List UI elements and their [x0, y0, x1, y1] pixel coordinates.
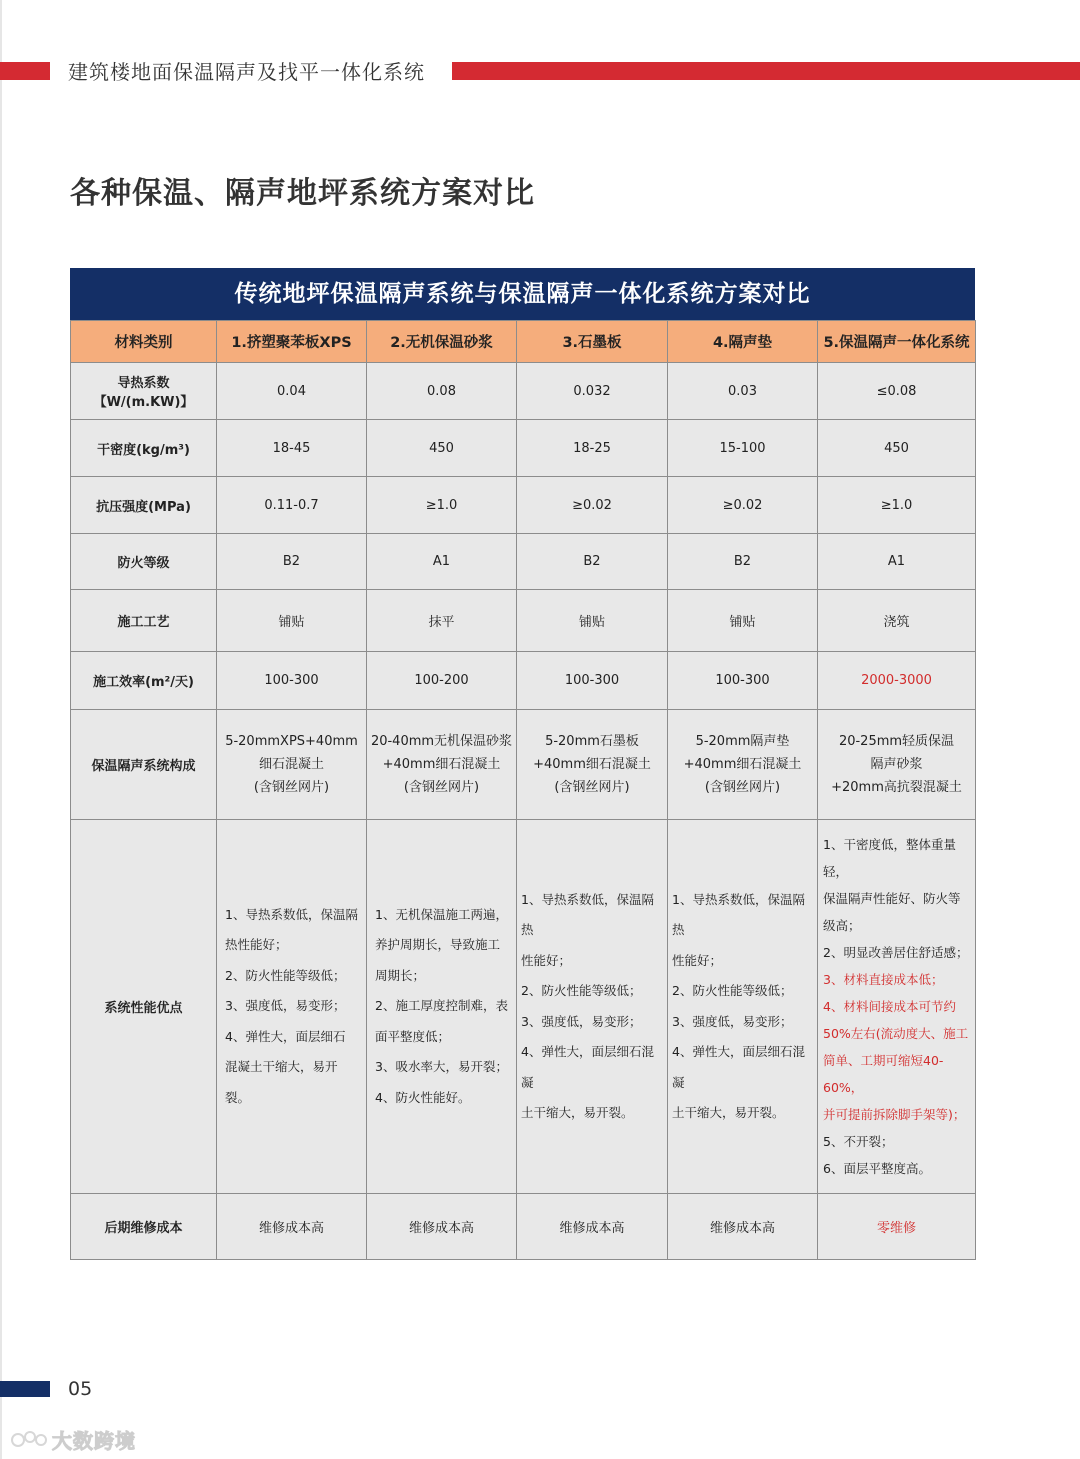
- composition-line: +40mm细石混凝土: [683, 757, 802, 772]
- watermark-text: 大数跨境: [52, 1428, 136, 1453]
- table-cell: 15-100: [668, 420, 818, 477]
- table-cell: 抹平: [367, 590, 517, 652]
- advantage-line: 4、弹性大，面层细石混凝: [521, 1044, 654, 1090]
- composition-line: (含钢丝网片): [253, 780, 330, 795]
- table-cell: B2: [217, 534, 367, 590]
- composition-cell: [517, 710, 668, 820]
- advantages-cell: [517, 820, 668, 1194]
- left-edge-rule: [0, 0, 2, 1459]
- composition-line: 5-20mm隔声垫: [695, 734, 790, 749]
- table-row-performance-advantages: [71, 820, 976, 1194]
- advantage-line: 2、施工厚度控制难，表: [375, 998, 508, 1014]
- advantage-line: 2、防火性能等级低；: [225, 967, 346, 983]
- composition-line: 细石混凝土: [258, 757, 324, 772]
- advantage-line: 2、防火性能等级低；: [672, 983, 793, 998]
- header-cell-inorganic-mortar: 2.无机保温砂浆: [367, 321, 517, 363]
- table-cell: ≥1.0: [367, 477, 517, 534]
- header-cell-integrated-system: 5.保温隔声一体化系统: [818, 321, 976, 363]
- table-cell: 100-300: [217, 652, 367, 710]
- table-header-row: [71, 321, 976, 363]
- table-cell: 维修成本高: [517, 1194, 668, 1260]
- page-number: 05: [68, 1378, 93, 1400]
- table-cell: ≥0.02: [517, 477, 668, 534]
- advantage-line: 周期长；: [375, 967, 426, 983]
- page-title: 各种保温、隔声地坪系统方案对比: [70, 176, 535, 211]
- row-label: 防火等级: [71, 534, 217, 590]
- row-label: 后期维修成本: [71, 1194, 217, 1260]
- table-cell: 450: [367, 420, 517, 477]
- row-label: 抗压强度(MPa): [71, 477, 217, 534]
- advantage-line: 热性能好；: [225, 937, 288, 953]
- row-label: 保温隔声系统构成: [71, 710, 217, 820]
- footer-accent-bar: [0, 1381, 50, 1397]
- advantage-line-highlight: 3、材料直接成本低；: [823, 972, 944, 987]
- table-cell: 维修成本高: [217, 1194, 367, 1260]
- advantage-line: 土干缩大，易开裂。: [672, 1105, 785, 1120]
- row-label: 导热系数【W/(m.KW)】: [71, 363, 217, 420]
- table-cell: ≥0.02: [668, 477, 818, 534]
- table-cell-highlight: 2000-3000: [818, 652, 976, 710]
- composition-line: +40mm细石混凝土: [382, 757, 501, 772]
- advantage-line: 面平整度低；: [375, 1028, 451, 1044]
- advantages-cell: [367, 820, 517, 1194]
- composition-line: 20-25mm轻质保温: [838, 734, 955, 749]
- row-label: 施工效率(m²/天): [71, 652, 217, 710]
- table-cell: A1: [367, 534, 517, 590]
- table-cell: 100-200: [367, 652, 517, 710]
- table-cell: 铺贴: [517, 590, 668, 652]
- advantage-line: 2、明显改善居住舒适感；: [823, 945, 969, 960]
- table-row-maintenance-cost: [71, 1194, 976, 1260]
- table-cell: 铺贴: [668, 590, 818, 652]
- composition-line: 20-40mm无机保温砂浆: [370, 734, 513, 749]
- advantages-cell: [668, 820, 818, 1194]
- advantage-line: 6、面层平整度高。: [823, 1161, 931, 1176]
- advantage-line: 1、导热系数低，保温隔: [225, 906, 358, 922]
- advantage-line: 保温隔声性能好、防火等: [823, 891, 961, 906]
- advantage-line: 1、干密度低，整体重量轻，: [823, 837, 956, 879]
- table-cell: 100-300: [517, 652, 668, 710]
- row-label: 干密度(kg/m³): [71, 420, 217, 477]
- advantage-line: 1、导热系数低，保温隔热: [521, 891, 654, 937]
- table-row-thermal-conductivity: [71, 363, 976, 420]
- row-label: 系统性能优点: [71, 820, 217, 1194]
- advantages-cell: [217, 820, 367, 1194]
- comparison-table: [70, 320, 976, 1260]
- table-row-dry-density: [71, 420, 976, 477]
- advantage-line: 混凝土干缩大，易开裂。: [225, 1059, 338, 1105]
- table-caption: 传统地坪保温隔声系统与保温隔声一体化系统方案对比: [70, 268, 975, 320]
- table-cell: 450: [818, 420, 976, 477]
- table-cell: 维修成本高: [668, 1194, 818, 1260]
- advantage-line: 4、防火性能好。: [375, 1089, 471, 1105]
- advantage-line: 土干缩大，易开裂。: [521, 1105, 634, 1120]
- advantage-line: 级高；: [823, 918, 861, 933]
- table-cell: 铺贴: [217, 590, 367, 652]
- advantage-line-highlight: 50%左右(流动度大、施工: [823, 1026, 969, 1041]
- watermark-logo-icon: [10, 1428, 48, 1450]
- table-cell: 100-300: [668, 652, 818, 710]
- advantage-line: 4、弹性大，面层细石: [225, 1028, 346, 1044]
- watermark: [10, 1424, 136, 1454]
- composition-line: (含钢丝网片): [704, 780, 781, 795]
- advantage-line-highlight: 4、材料间接成本可节约: [823, 999, 956, 1014]
- header-cell-xps: 1.挤塑聚苯板XPS: [217, 321, 367, 363]
- table-row-fire-rating: [71, 534, 976, 590]
- table-cell: 0.08: [367, 363, 517, 420]
- header-cell-category: 材料类别: [71, 321, 217, 363]
- advantage-line-highlight: 简单、工期可缩短40-60%，: [823, 1053, 944, 1095]
- composition-cell: [668, 710, 818, 820]
- header-accent-bar-right: [452, 62, 1080, 80]
- table-cell: 0.03: [668, 363, 818, 420]
- advantage-line: 养护周期长，导致施工: [375, 937, 501, 953]
- composition-line: 5-20mmXPS+40mm: [225, 734, 358, 749]
- advantage-line: 性能好；: [672, 952, 723, 968]
- header-cell-graphite-board: 3.石墨板: [517, 321, 668, 363]
- row-label: 施工工艺: [71, 590, 217, 652]
- table-cell: B2: [668, 534, 818, 590]
- table-cell: A1: [818, 534, 976, 590]
- composition-line: (含钢丝网片): [403, 780, 480, 795]
- composition-line: 5-20mm石墨板: [545, 734, 639, 749]
- table-row-construction-process: [71, 590, 976, 652]
- advantage-line: 5、不开裂；: [823, 1134, 894, 1149]
- table-cell: ≥1.0: [818, 477, 976, 534]
- comparison-table-container: [70, 268, 975, 1260]
- table-cell: 0.11-0.7: [217, 477, 367, 534]
- advantage-line: 3、强度低，易变形；: [225, 998, 346, 1014]
- advantage-line: 1、导热系数低，保温隔热: [672, 891, 805, 937]
- advantages-cell-integrated: [818, 820, 976, 1194]
- composition-line: +40mm细石混凝土: [533, 757, 651, 772]
- table-cell: B2: [517, 534, 668, 590]
- table-cell: 18-25: [517, 420, 668, 477]
- table-cell: 0.032: [517, 363, 668, 420]
- table-row-compressive-strength: [71, 477, 976, 534]
- table-row-system-composition: [71, 710, 976, 820]
- advantage-line: 性能好；: [521, 952, 572, 968]
- table-cell: 浇筑: [818, 590, 976, 652]
- composition-cell: [367, 710, 517, 820]
- composition-line: +20mm高抗裂混凝土: [831, 780, 962, 795]
- table-cell-highlight: 零维修: [818, 1194, 976, 1260]
- advantage-line: 3、吸水率大，易开裂；: [375, 1059, 508, 1075]
- table-cell: 0.04: [217, 363, 367, 420]
- advantage-line: 3、强度低，易变形；: [672, 1013, 793, 1029]
- advantage-line-highlight: 并可提前拆除脚手架等)；: [823, 1107, 966, 1122]
- table-cell: ≤0.08: [818, 363, 976, 420]
- composition-cell: [818, 710, 976, 820]
- composition-line: (含钢丝网片): [554, 780, 630, 795]
- advantage-line: 4、弹性大，面层细石混凝: [672, 1044, 805, 1090]
- advantage-line: 3、强度低，易变形；: [521, 1013, 642, 1029]
- header-cell-sound-pad: 4.隔声垫: [668, 321, 818, 363]
- document-header-title: 建筑楼地面保温隔声及找平一体化系统: [68, 60, 425, 84]
- composition-cell: [217, 710, 367, 820]
- advantage-line: 1、无机保温施工两遍，: [375, 906, 508, 922]
- advantage-line: 2、防火性能等级低；: [521, 983, 642, 998]
- table-cell: 18-45: [217, 420, 367, 477]
- table-cell: 维修成本高: [367, 1194, 517, 1260]
- composition-line: 隔声砂浆: [870, 757, 923, 772]
- table-row-construction-efficiency: [71, 652, 976, 710]
- header-accent-bar-left: [0, 62, 50, 80]
